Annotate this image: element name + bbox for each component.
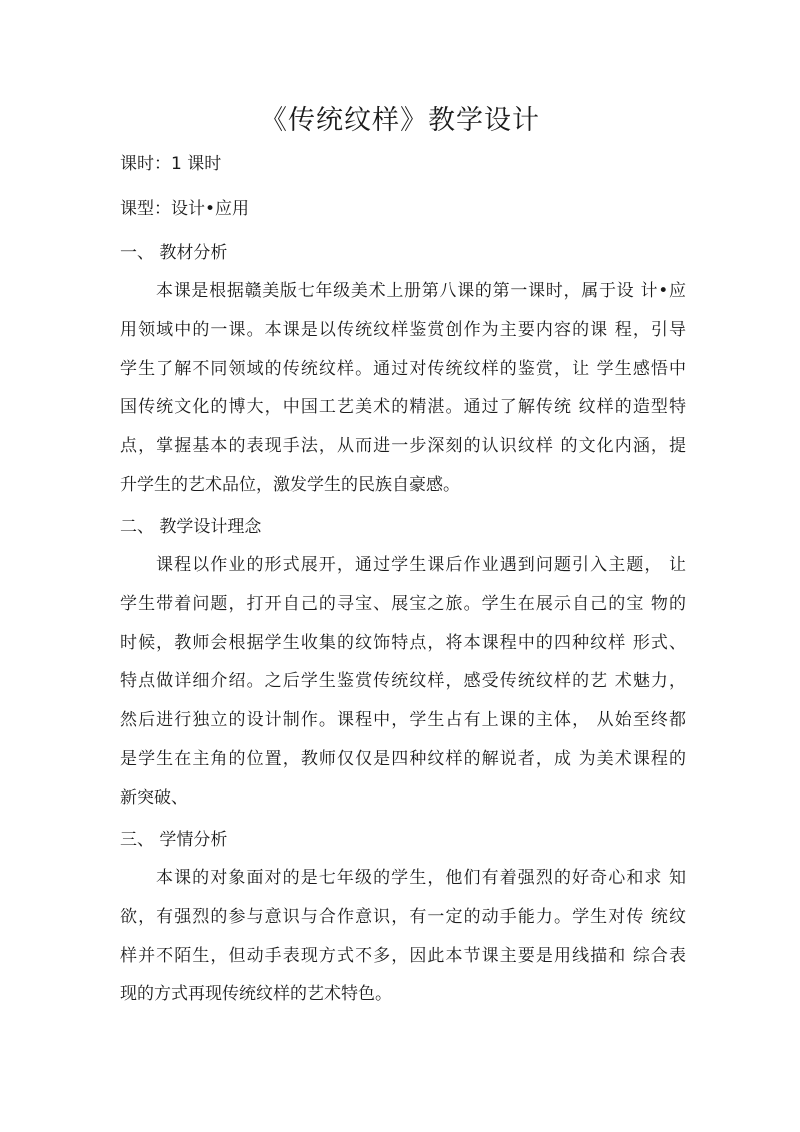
section-paragraph-design-concept [120, 546, 686, 818]
paragraph-line: 欲，有强烈的参与意识与合作意识，有一定的动手能力。学生对传 统纹 [120, 906, 686, 927]
paragraph-line: 点，掌握基本的表现手法，从而进一步深刻的认识纹样 的文化内涵，提 [120, 436, 686, 457]
paragraph-line: 升学生的艺术品位，激发学生的民族自豪感。 [120, 474, 460, 495]
paragraph-line: 课程以作业的形式展开，通过学生课后作业遇到问题引入主题， 让 [156, 555, 686, 575]
paragraph-line: 特点做详细介绍。之后学生鉴赏传统纹样，感受传统纹样的艺 术魅力， [120, 671, 686, 692]
section-heading-textbook-analysis: 一、 教材分析 [120, 243, 228, 263]
paragraph-line: 用领域中的一课。本课是以传统纹样鉴赏创作为主要内容的课 程，引导 [120, 319, 686, 340]
paragraph-line: 国传统文化的博大，中国工艺美术的精湛。通过了解传统 纹样的造型特 [120, 397, 686, 418]
paragraph-line: 然后进行独立的设计制作。课程中，学生占有上课的主体， 从始至终都 [120, 710, 686, 731]
section-heading-learner-analysis: 三、 学情分析 [120, 830, 228, 850]
paragraph-line: 学生带着问题，打开自己的寻宝、展宝之旅。学生在展示自己的宝 物的 [120, 593, 686, 614]
section-heading-design-concept: 二、 教学设计理念 [120, 517, 262, 537]
paragraph-line: 新突破、 [120, 787, 188, 808]
paragraph-line: 时候，教师会根据学生收集的纹饰特点，将本课程中的四种纹样 形式、 [120, 632, 686, 653]
paragraph-line: 样并不陌生，但动手表现方式不多，因此本节课主要是用线描和 综合表 [120, 945, 686, 966]
paragraph-line: 是学生在主角的位置，教师仅仅是四种纹样的解说者，成 为美术课程的 [120, 748, 686, 769]
section-paragraph-textbook-analysis [120, 272, 686, 505]
paragraph-line: 本课的对象面对的是七年级的学生，他们有着强烈的好奇心和求 知 [156, 868, 686, 888]
class-hours: 课时：1 课时 [120, 154, 222, 174]
class-type: 课型：设计•应用 [120, 199, 250, 219]
paragraph-line: 本课是根据赣美版七年级美术上册第八课的第一课时，属于设 计•应 [156, 281, 686, 301]
paragraph-line: 现的方式再现传统纹样的艺术特色。 [120, 984, 392, 1005]
paragraph-line: 学生了解不同领域的传统纹样。通过对传统纹样的鉴赏，让 学生感悟中 [120, 358, 686, 379]
page-title: 《传统纹样》教学设计 [260, 105, 540, 136]
section-paragraph-learner-analysis [120, 859, 686, 1014]
